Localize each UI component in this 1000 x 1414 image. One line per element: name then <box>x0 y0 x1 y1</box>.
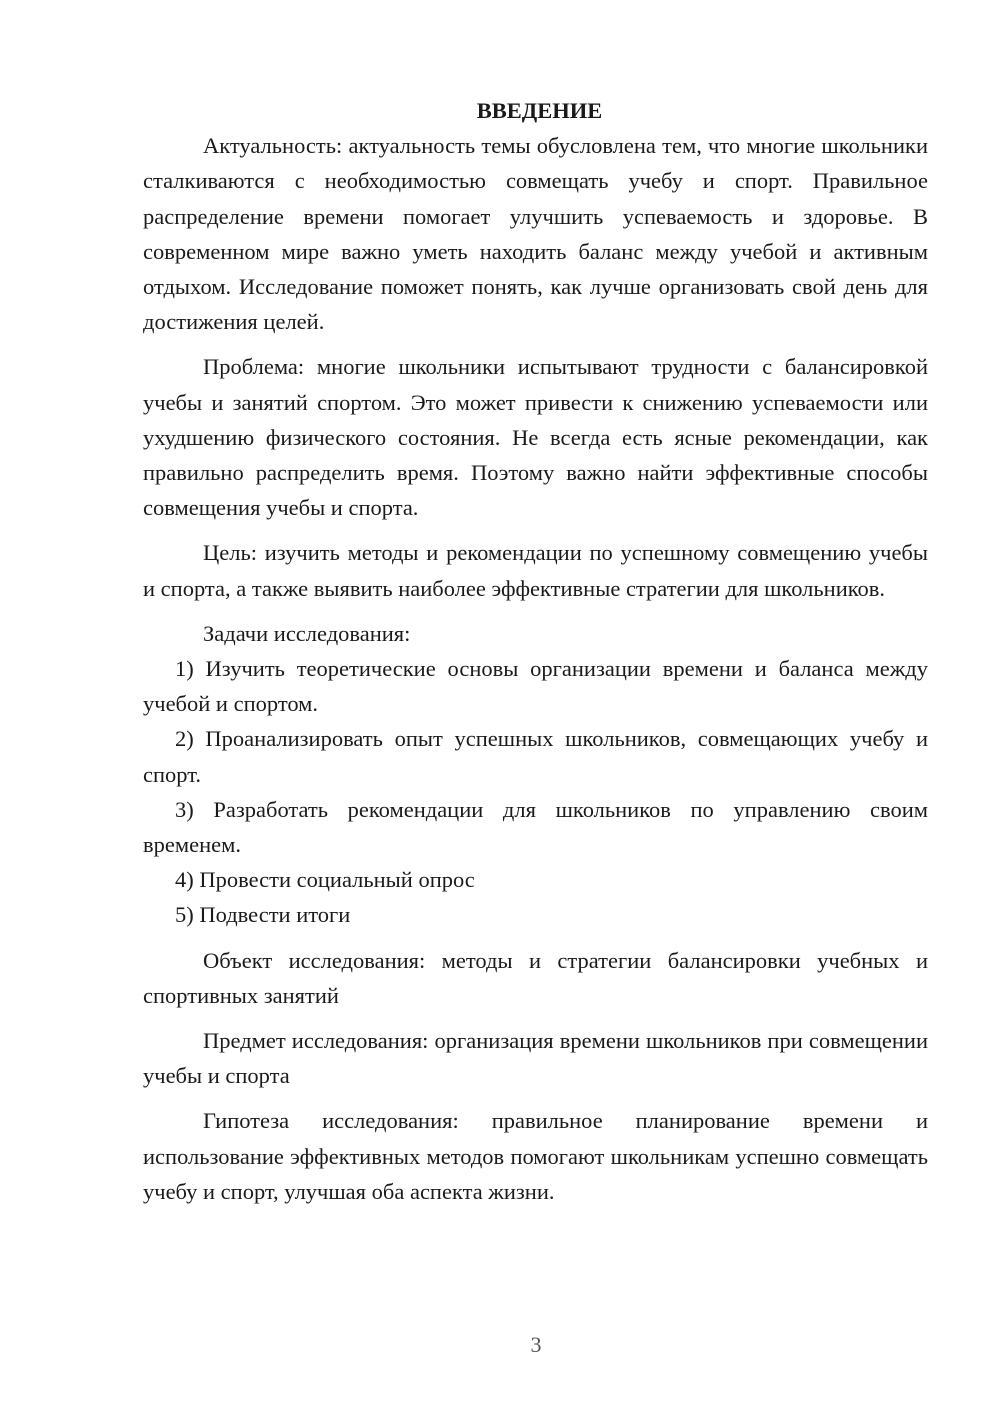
page-number: 3 <box>530 1332 542 1357</box>
list-item: 4) Провести социальный опрос <box>175 867 475 893</box>
list-item: 3) Разработать рекомендации для школьников по управлению своим временем. <box>143 796 928 858</box>
section-title: ВВЕДЕНИЕ <box>476 98 603 123</box>
hypothesis-paragraph: Гипотеза исследования: правильное планирование времени и использование эффективных методов помогают школьникам успешно совмещать учебу и спорт, улучшая оба аспекта жизни. <box>143 1108 928 1204</box>
list-item: 5) Подвести итоги <box>175 902 351 928</box>
tasks-list <box>143 651 928 933</box>
tasks-heading: Задачи исследования: <box>203 620 411 646</box>
page-content <box>143 93 928 1209</box>
relevance-paragraph: Актуальность: актуальность темы обусловлена тем, что многие школьники сталкиваются с необходимостью совмещать учебу и спорт. Правильное распределение времени помогает улучшить успеваемость и здоровье. В современном мире важно уметь находить баланс между учебой и активным отдыхом. Исследование поможет понять, как лучше организовать свой день для достижения целей. <box>143 133 928 335</box>
subject-paragraph: Предмет исследования: организация времени школьников при совмещении учебы и спорта <box>143 1028 928 1089</box>
goal-paragraph: Цель: изучить методы и рекомендации по успешному совмещению учебы и спорта, а также выявить наиболее эффективные стратегии для школьников. <box>143 540 928 601</box>
list-item: 2) Проанализировать опыт успешных школьников, совмещающих учебу и спорт. <box>143 726 928 787</box>
list-item: 1) Изучить теоретические основы организации времени и баланса между учебой и спортом. <box>143 656 928 717</box>
object-paragraph: Объект исследования: методы и стратегии балансировки учебных и спортивных занятий <box>143 947 928 1008</box>
problem-paragraph: Проблема: многие школьники испытывают трудности с балансировкой учебы и занятий спортом. Это может привести к снижению успеваемости или ухудшению физического состояния. Не всегда есть ясные рекомендации, как правильно распределить время. Поэтому важно найти эффективные способы совмещения учебы и спорта. <box>143 354 928 521</box>
